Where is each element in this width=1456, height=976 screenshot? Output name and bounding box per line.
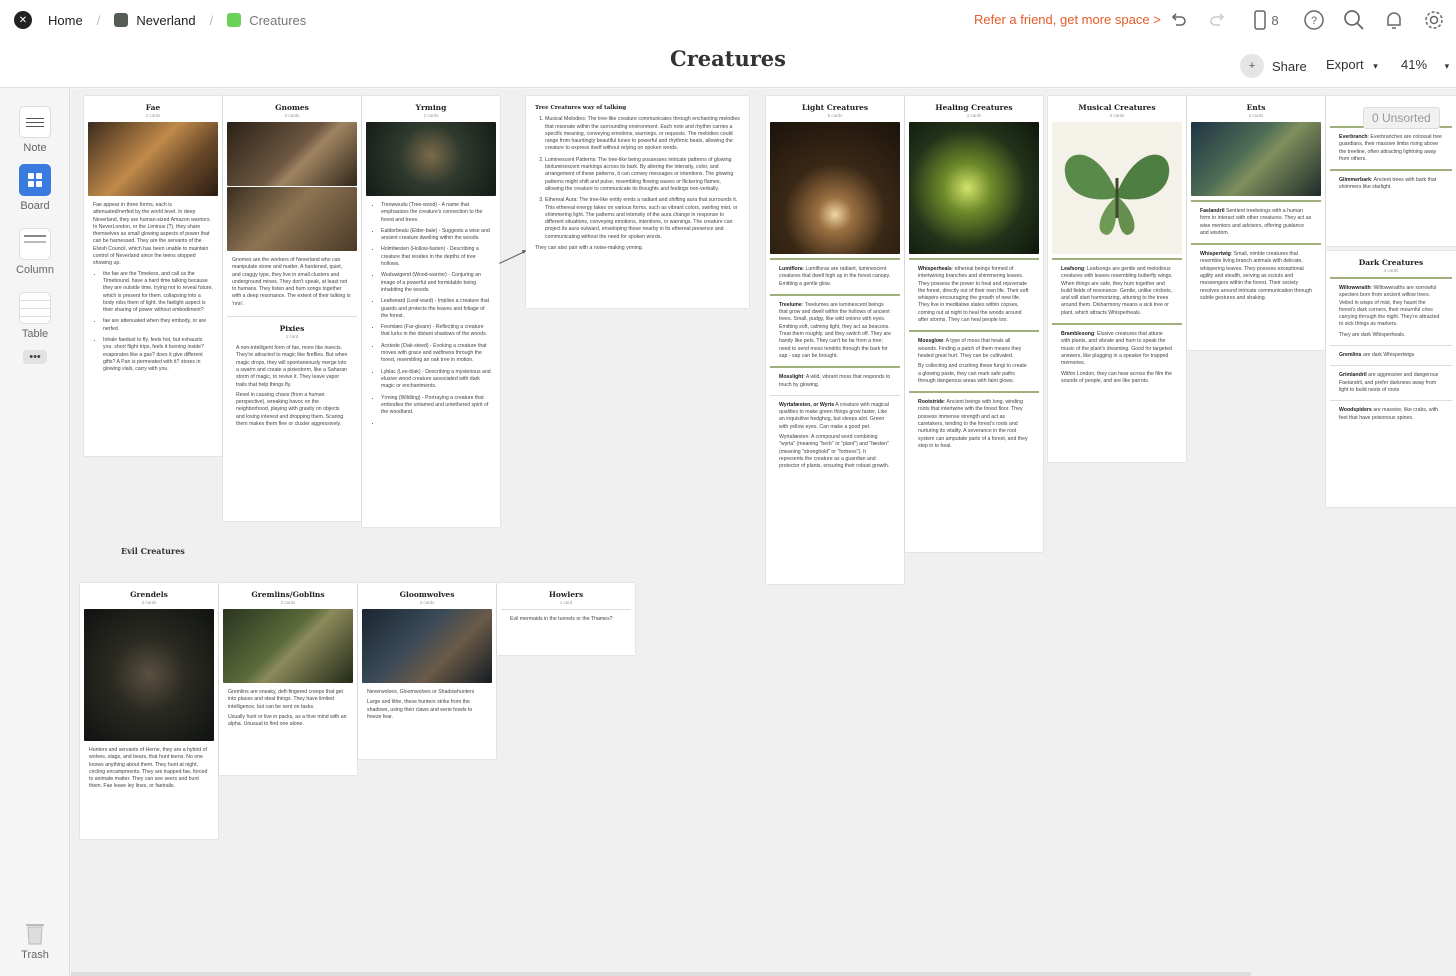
search-icon[interactable] <box>1342 8 1366 32</box>
card-count: 1 card <box>285 334 299 340</box>
card-count: 4 cards <box>966 113 982 118</box>
card-count: 2 cards <box>419 600 435 605</box>
card-count: 1 card <box>559 600 573 605</box>
card-wyrts[interactable] <box>770 395 900 477</box>
column-title: Gremlins/Goblins <box>251 590 325 599</box>
card-name: Lumiflora <box>779 266 803 272</box>
card-text: By collecting and crushing these fungi to create a glowing paste, they can mark safe paths through dangerous areas with faint glows. <box>918 363 1027 384</box>
note-text: Usually hunt or live in packs, as a hive mind with an alpha. Unusual to find one alone. <box>228 713 347 728</box>
healing-creatures-image[interactable] <box>909 122 1039 254</box>
card-name: Gremlins <box>1339 352 1362 359</box>
grendels-image[interactable] <box>84 609 214 741</box>
column-title: Grendels <box>130 590 168 599</box>
note-text: Large and lithe, these hunters strike from the shadows, using their claws and eerie howls to freeze fear. <box>367 699 473 720</box>
card-whispertwig[interactable] <box>1191 243 1321 308</box>
list-item: • Treowwudu (Tree-wood) - A name that emphasizes the creature's connection to the forest and trees. <box>381 202 491 224</box>
board-icon <box>19 164 51 196</box>
bell-icon[interactable] <box>1382 8 1406 32</box>
phone-icon <box>1253 10 1267 30</box>
musical-creatures-image[interactable] <box>1052 122 1182 254</box>
card-text: : Leafsongs are gentle and melodious creatures with leaves resembling butterfly wings. When things are safe, they hum together and build fields of resonance. Gentle, unlike crickets, and will start harmonizing, attuning to the trees around them. Disharmony means a sick tree or plant, which attracts Whisperheals. <box>1061 266 1173 316</box>
devices-button[interactable] <box>1246 8 1286 32</box>
gear-icon[interactable] <box>1422 8 1446 32</box>
card-text: : Willowwraiths are sorrowful specters born from ancient willow trees. Veiled in wisps of mist, they haunt the forest's dark corners, their mournful cries carrying through the night. They're attracted to sick things as markers. <box>1339 285 1440 328</box>
card-text: are dark Whispertwigs <box>1361 352 1415 359</box>
card-name: Everbranch <box>1339 134 1368 140</box>
column-title: Ents <box>1246 103 1266 112</box>
note-tree-talking[interactable] <box>526 96 749 308</box>
export-label: Export <box>1326 57 1364 72</box>
card-count: 2 cards <box>280 600 296 605</box>
tool-column-label: Column <box>16 264 54 276</box>
card-mossglow[interactable] <box>909 330 1039 391</box>
breadcrumb-project[interactable] <box>114 13 195 28</box>
list-item: • Holmfæsten (Hollow-fasten) - Describing a creature that resides in the depths of tree hollows. <box>381 246 491 268</box>
ents-image[interactable] <box>1191 122 1321 196</box>
card-count: 2 cards <box>141 600 157 605</box>
fae-image[interactable] <box>88 122 218 196</box>
card-text: Wyrtafæsten: A compound word combining "wyrta" (meaning "herb" or "plant") and "fæsten" (meaning "stronghold" or "fortress"). It represents the creature as a guardian and protector of plants, ensuring their robust growth. <box>779 434 890 470</box>
card-text: : Ancient beings with long, winding roots that intertwine with the forest floor. They possess immense strength and act as caretakers, tending to the forest's roots and nurturing its vitality. A severance in the root system can amputate parts of a forest, and they step in to heal. <box>918 399 1028 449</box>
app-logo-icon: ✕ <box>14 11 32 29</box>
horizontal-scrollbar[interactable] <box>71 972 1251 976</box>
card-name: Treelume <box>779 301 802 308</box>
column-musical-creatures[interactable] <box>1048 96 1186 462</box>
card-name: Woodspiders <box>1339 407 1372 414</box>
note-text: Neverwolves, Gloomwolves or Shadowhunters <box>367 689 475 695</box>
list-item: • Yrming (Wildling) - Portraying a creature that embodies the untamed and untethered spirit of the woodland. <box>381 395 491 417</box>
svg-text:?: ? <box>1310 15 1318 27</box>
list-item: • Wuduwigend (Wood-warrior) - Conjuring an image of a powerful and formidable being inhabiting the woods. <box>381 272 491 294</box>
fae-note[interactable] <box>84 196 222 384</box>
card-mosslight[interactable] <box>770 366 900 395</box>
list-item: 2. Luminescent Patterns: The tree-like being possesses intricate patterns of glowing bioluminescent markings across its bark. By altering the intensity, color, and arrangement of these patterns, it can convey messages or intentions. The glowing patterns might shift and pulse, resembling flowing waves or flickering flames, allowing the creature to communicate its thoughts and feelings non-verbally. <box>545 157 740 193</box>
zoom-level: 41% <box>1401 57 1428 72</box>
gloomwolves-image[interactable] <box>362 609 492 683</box>
leaf-butterfly-icon <box>1057 133 1177 243</box>
card-count: 2 cards <box>284 113 300 118</box>
card-woodspiders[interactable] <box>1330 400 1452 428</box>
note-text: Hunters and servants of Herne, they are a hybrid of wolves, stags, and bears, that hunt teens. No one knows anything about them. They hunt at night, circling encampments. They are trapped fae, forced to animate matter. They can see seers and hunt them. Fae leave ley lines, or faetrails. <box>89 747 208 790</box>
yrming-note[interactable] <box>362 196 500 438</box>
list-item: • Ealdorbealu (Elder-bale) - Suggests a wise and ancient creature dwelling within the woods. <box>381 228 491 243</box>
column-title: Gloomwolves <box>399 590 455 599</box>
unsorted-badge[interactable]: 0 Unsorted <box>1363 107 1440 129</box>
breadcrumb-separator: / <box>209 12 214 28</box>
list-item: • Acstede (Oak-steed) - Evoking a creature that moves with grace and swiftness through the forest, resembling an oak tree in motion. <box>381 343 491 365</box>
column-gloomwolves[interactable] <box>358 583 496 759</box>
card-name: Mossglow <box>918 338 944 345</box>
card-text: are massive, like crabs, with feet that have poisonous spines. <box>1339 407 1439 421</box>
zoom-dropdown[interactable] <box>1401 57 1449 72</box>
refer-link[interactable]: Refer a friend, get more space > <box>974 12 1161 27</box>
card-text: : A wild, vibrant moss that responds to touch by glowing. <box>779 374 891 388</box>
column-title: Howlers <box>548 590 584 599</box>
card-name: Rootstride <box>918 399 944 406</box>
yrming-image[interactable] <box>366 122 496 196</box>
breadcrumb <box>14 11 306 29</box>
more-icon: ••• <box>23 350 47 364</box>
list-item <box>381 420 491 427</box>
tool-table-label: Table <box>21 328 49 340</box>
top-bar <box>0 0 1456 88</box>
export-dropdown[interactable] <box>1326 57 1378 72</box>
card-faelandril[interactable] <box>1191 200 1321 243</box>
tool-note[interactable] <box>0 106 70 154</box>
tool-table[interactable] <box>0 292 70 340</box>
list-item: • fae are attenuated when they embody, or are nerfed. <box>103 318 213 333</box>
column-yrming[interactable] <box>362 96 500 527</box>
chevron-down-icon: ▾ <box>1444 61 1450 71</box>
share-button[interactable] <box>1240 54 1307 78</box>
card-text: A creature with magical qualities to make green things grow faster. Like an inquisitive hedghog, but sleeps alot. Green with yellow eyes. Can make a good pet. <box>779 401 889 430</box>
card-text: : Treelumes are luminescent beings that grow and dwell within the hollows of ancient trees. Small, pudgy, like wild onions with eyes. Emitting soft, calming light, they act as beacons. Treat them roughly, and they switch off. They are handy like pets. They can't be far from a tree; need to send moss tendrils through the bark for sap - sap can be brought. <box>779 301 891 359</box>
project-color-swatch <box>114 13 128 27</box>
card-willowwraith[interactable] <box>1330 277 1452 345</box>
column-icon <box>19 228 51 260</box>
card-text: : A type of moss that heals all wounds. Finding a patch of them means they healed great hurt. They can be cultivated. <box>918 338 1022 359</box>
list-item: 1. Musical Melodies: The tree-like creature communicates through enchanting melodies that resonate within the surrounding environment. Each note and rhythm carries a specific meaning, conveying emotions, warnings, or requests. The melodies could range from hauntingly beautiful tunes to powerful and rhythmic beats, allowing the creature to express itself without relying on spoken words. <box>545 116 740 152</box>
card-bramblesong[interactable] <box>1052 323 1182 391</box>
breadcrumb-home-label: Home <box>48 12 83 28</box>
card-glimmerbark[interactable] <box>1330 169 1452 198</box>
card-grimlandril[interactable] <box>1330 365 1452 400</box>
column-title: Musical Creatures <box>1078 103 1156 112</box>
card-leafsong[interactable] <box>1052 258 1182 323</box>
table-icon <box>19 292 51 324</box>
column-gnomes[interactable] <box>223 96 361 521</box>
light-creatures-image[interactable] <box>770 122 900 254</box>
card-text: : Everbranches are colossal tree guardians, their massive limbs rising above the treeline, often attracting lightning away from others. <box>1339 134 1442 162</box>
board-color-swatch <box>227 13 241 27</box>
list-item: • Lyblac (Lee-blak) - Describing a mysterious and elusive wood creature associated with dark magic or enchantments. <box>381 369 491 391</box>
list-item: • the fae are the Timeless, and call us the Timebound. have a hard time talking because they are outside time, trying not to reveal future, which is present for them. collapsing into a body robs them of light. the faelight aspect is their sharing of power without embodiment? <box>103 271 213 315</box>
card-whisperheals[interactable] <box>909 258 1039 330</box>
help-icon[interactable] <box>1302 8 1326 32</box>
card-text: : Elusive creatures that attune with plants, and vibrate and hum to speak the music of the plant's dreaming. Good for targeted answers, like plugging in a speaker for trapped memories. <box>1061 331 1172 367</box>
connector-arrow[interactable] <box>499 251 525 264</box>
note-text: Gnomes are the workers of Neverland who can manipulate stone and matter. A hardened, quiet, and craggy type, they live in small clusters and underground mines. They don't speak, at least not to humans. They listen and hum songs together with a deep resonance. The extent of their talking is 'nnn'. <box>232 257 351 307</box>
column-healing-creatures[interactable] <box>905 96 1043 552</box>
note-text: A non-intelligent form of fae, more like insects. They're attracted to magic like fireflies. But when magic drops, they will spontaneously merge into a swarm and create a pixiestorm, like a Saharan storm of magic, to revive it. They leave vapor trails that help things fly. <box>236 345 348 388</box>
list-item: • Inhale faedust to fly, feels hot, but exhausts you. short flight trips, feels it burning inside? evaporates like a gas? does it give different gifts? A Pan is permeated with it? stores in glowing vials, carry with you. <box>103 337 213 373</box>
note-text: Evil mermaids in the tunnels or the Thames? <box>510 616 613 622</box>
gremlins-note[interactable] <box>219 683 357 734</box>
card-count: 3 cards <box>1109 113 1125 118</box>
section-heading[interactable]: Evil Creatures <box>121 546 185 556</box>
card-text: Sentient treebeings with a human form to interact with other creatures. They act as wise mentors and advisors, offering guidance and wisdom. <box>1200 208 1312 236</box>
card-name: Whispertwig <box>1200 251 1231 258</box>
column-title: Yrming <box>415 103 447 112</box>
card-count: 5 cards <box>827 113 843 118</box>
list-item: • Feomlæs (Far-gleam) - Reflecting a creature that lurks in the distant shadows of the woods. <box>381 324 491 339</box>
toolbar-icons <box>1166 8 1446 32</box>
gnomes-note[interactable] <box>223 251 361 314</box>
undo-icon[interactable] <box>1166 8 1190 32</box>
column-title: Dark Creatures <box>1358 258 1424 267</box>
card-name: Grimlandril <box>1339 372 1367 379</box>
chevron-down-icon: ▾ <box>1373 61 1378 71</box>
card-text: : Ancient trees with bark that shimmers like starlight. <box>1339 177 1437 191</box>
column-ents[interactable] <box>1187 96 1325 350</box>
card-name: Bramblesong <box>1061 331 1095 338</box>
tool-column[interactable] <box>0 228 70 276</box>
card-lumiflora[interactable] <box>770 258 900 294</box>
column-light-creatures[interactable] <box>766 96 904 584</box>
card-name: Whisperheals <box>918 266 952 272</box>
board-title: Pixies <box>279 324 305 334</box>
add-person-icon: + <box>1240 54 1264 78</box>
card-name: Faelandril <box>1200 208 1225 214</box>
card-name: Glimmerbark <box>1339 177 1372 184</box>
card-text: : ethereal beings formed of intertwining branches and shimmering leaves. They possess the power to heal and rejuvenate the forest, directly out of their own life. Their soft whispers encouraging the growth of new life. They live in meditative states within copses, coming out at night to heal the woods around after storms. They can heal people too. <box>918 266 1029 324</box>
note-text: Revel in causing chaos (from a human perspective), wreaking havoc on the neighborhood, playing with gravity on objects and losing interest and dropping them. Scaring them makes them flee or cluster aggressively. <box>236 391 344 428</box>
tool-board[interactable] <box>0 164 70 212</box>
gremlins-image[interactable] <box>223 609 353 683</box>
breadcrumb-current-label: Creatures <box>249 12 307 28</box>
breadcrumb-separator: / <box>96 12 101 28</box>
card-rootstride[interactable] <box>909 391 1039 456</box>
trash-button[interactable] <box>0 918 70 961</box>
breadcrumb-home[interactable] <box>14 11 83 29</box>
breadcrumb-current[interactable] <box>227 13 306 28</box>
card-name: Wyrtafæsten, or Wyrts <box>779 401 835 408</box>
note-text: Gremlins are sneaky, deft-fingered creeps that get into places and steal things. They have limited intelligence, but can be sent on tasks. <box>228 689 343 710</box>
more-tools-button[interactable] <box>0 350 70 364</box>
card-text: They are dark Whisperheals. <box>1339 331 1406 338</box>
card-text: : Small, nimble creatures that resemble living branch animals with delicate, whispering leaves. They possess exceptional agility and stealth, serving as scouts and messengers within the forest. Their society revolves around intricate communication through subtle gestures and shaking. <box>1200 251 1312 301</box>
column-title: Healing Creatures <box>935 103 1013 112</box>
card-everbranch[interactable] <box>1330 126 1452 169</box>
card-treelume[interactable] <box>770 294 900 366</box>
card-count: 4 cards <box>1383 268 1399 273</box>
list-item: 3. Ethereal Aura: The tree-like entity emits a radiant and shifting aura that surrounds it. This ethereal energy takes on various forms, such as vibrant colors, swirling mist, or shimmering light. The patterns and intensity of the aura change in response to different situations, conveying emotions, intentions, or warnings. The creature can project its aura outward, enveloping those nearby in its ethereal presence and communicating without the need for spoken words. <box>545 197 740 241</box>
note-text: They can also pair with a noise-making yrming. <box>535 245 644 252</box>
card-text: Within London, they can hear across the film the sounds of people, and are like parrots. <box>1061 370 1173 384</box>
card-gremlins-dark[interactable] <box>1330 345 1452 365</box>
tool-board-label: Board <box>20 200 50 212</box>
gloomwolves-note[interactable] <box>358 683 496 727</box>
trash-label: Trash <box>21 949 49 961</box>
grendels-note[interactable] <box>80 741 218 797</box>
card-name: Leafsong <box>1061 266 1085 272</box>
column-fae[interactable] <box>84 96 222 456</box>
column-howlers[interactable] <box>497 583 635 655</box>
column-grendels[interactable] <box>80 583 218 839</box>
device-count: 8 <box>1271 12 1279 28</box>
trash-icon <box>21 918 49 946</box>
note-title: Tree Creatures way of talking <box>535 105 627 111</box>
gnomes-image[interactable] <box>227 122 357 186</box>
tool-sidebar <box>0 88 70 976</box>
note-text: Fae appear in three forms, each is attenuated/nerfed by the world level. In deep Neverland, they are human-sized Amazon warriors. In NeverLondon, or the Liminus (?), they share themselves as small glowing aspects of power that can be harnessed. They are the servants of the Elvish Council, which has been unable to maintain control of Neverland since the teens stopped showing up. <box>93 202 211 267</box>
gnomes-image-2[interactable] <box>227 187 357 251</box>
note-icon <box>19 106 51 138</box>
share-label: Share <box>1272 58 1307 74</box>
card-name: Mosslight <box>779 374 804 381</box>
page-title: Creatures <box>670 46 786 71</box>
column-title: Gnomes <box>275 103 309 112</box>
redo-icon[interactable] <box>1206 8 1230 32</box>
breadcrumb-project-label: Neverland <box>136 12 196 28</box>
pixies-board[interactable] <box>227 316 357 434</box>
card-text: : Lumifloras are radiant, luminescent creatures that dwell high up in the forest canopy. Emitting a gentle glow. <box>779 266 891 287</box>
column-title: Light Creatures <box>801 103 869 112</box>
card-count: 2 cards <box>423 113 439 118</box>
card-name: Willowwraith <box>1339 285 1371 291</box>
column-gremlins-goblins[interactable] <box>219 583 357 775</box>
card-text: are aggressive and dangerous Faelandril, and prefer darkness away from light to build nests of roots <box>1339 372 1439 393</box>
card-count: 2 cards <box>145 113 161 118</box>
card-count: 3 cards <box>1248 113 1264 118</box>
column-title: Fae <box>145 103 161 112</box>
board-canvas[interactable] <box>71 89 1456 976</box>
list-item: • Leafweard (Leaf-ward) - Implies a creature that guards and protects the leaves and foliage of the forest. <box>381 298 491 320</box>
tool-note-label: Note <box>23 142 47 154</box>
column-dark-creatures[interactable] <box>1326 251 1456 507</box>
